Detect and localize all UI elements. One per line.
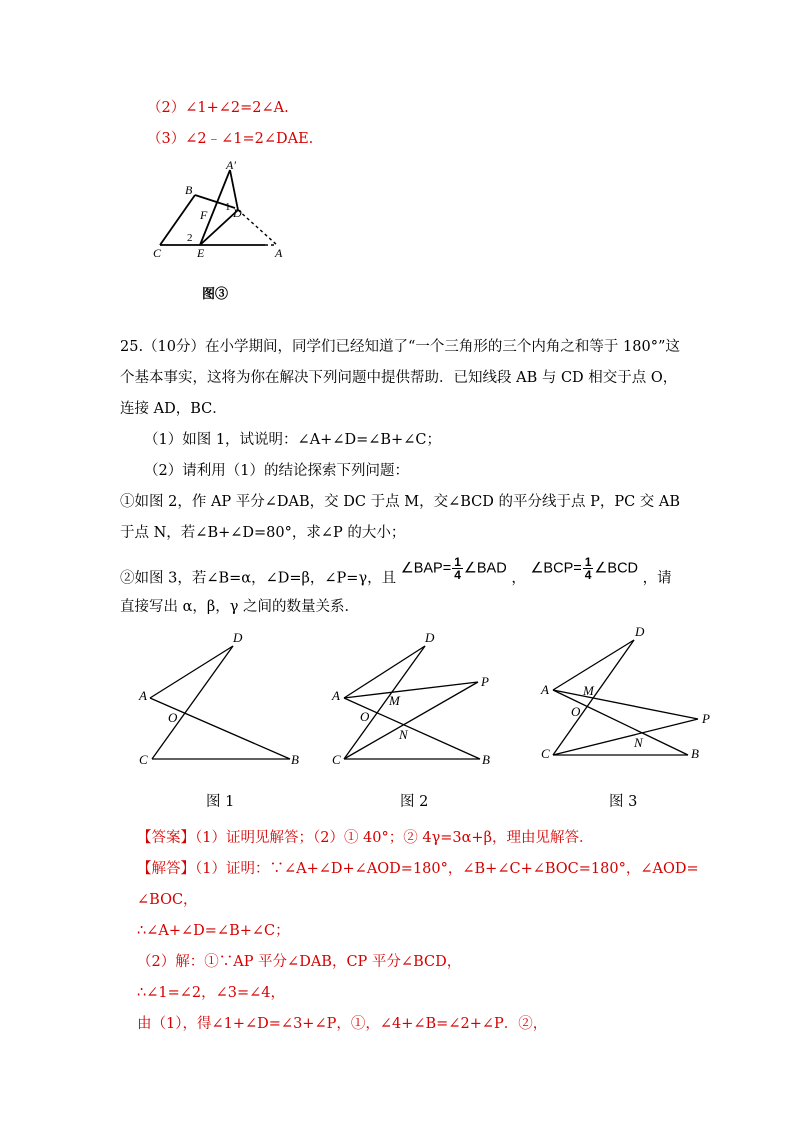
fig2-label-d: D: [425, 630, 435, 645]
question-2: （2）请利用（1）的结论探索下列问题：: [144, 463, 409, 479]
figure-1: [135, 628, 315, 768]
label-angle-2: 2: [187, 232, 193, 244]
fig3-label-n: N: [634, 735, 643, 750]
question-1: （1）如图 1，试说明：∠A+∠D=∠B+∠C；: [144, 432, 441, 448]
fig1-label-b: B: [291, 752, 299, 767]
label-b: B: [185, 183, 193, 197]
fig1-label-a: A: [139, 688, 147, 703]
answer-line-3: （3）∠2﹣∠1=2∠DAE.: [147, 131, 314, 147]
bap-formula: ∠BAP= $\frac{1}{4}$ ∠BAD: [400, 555, 507, 582]
solution-line-5: ∴∠1=∠2，∠3=∠4，: [137, 985, 286, 1001]
question-2a-line-2: 于点 N，若∠B+∠D=80°，求∠P 的大小；: [120, 525, 406, 541]
fig3-label-o: O: [571, 704, 581, 719]
label-f: F: [200, 208, 208, 222]
fig2-label-n: N: [399, 727, 408, 742]
label-angle-1: 1: [225, 201, 231, 213]
answer-line-2: （2）∠1+∠2=2∠A.: [147, 100, 289, 116]
fig1-label-o: O: [168, 710, 178, 725]
solution-line-2: ∠BOC，: [137, 892, 198, 908]
fig2-label-o: O: [360, 709, 370, 724]
solution-line-3: ∴∠A+∠D=∠B+∠C；: [137, 923, 290, 939]
fig3-label-m: M: [583, 683, 594, 698]
fraction-quarter: $\frac{1}{4}$: [454, 555, 461, 582]
label-c: C: [153, 246, 162, 260]
caption-figure-2: 图 2: [400, 794, 429, 810]
fig3-label-b: B: [691, 746, 699, 761]
caption-figure-1: 图 1: [206, 794, 235, 810]
fig2-label-m: M: [389, 693, 400, 708]
fig3-label-a: A: [541, 682, 549, 697]
label-d: D: [233, 206, 242, 220]
solution-line-1: 【解答】（1）证明：∵∠A+∠D+∠AOD=180°，∠B+∠C+∠BOC=180°，∠AOD=: [137, 861, 699, 877]
fig3-label-d: D: [635, 624, 645, 639]
question-2b-line-2: 直接写出 α，β，γ 之间的数量关系．: [120, 599, 360, 615]
fig3-label-c: C: [541, 746, 550, 761]
bcp-formula: ∠BCP= $\frac{1}{4}$ ∠BCD: [530, 555, 639, 582]
figure-2: [330, 628, 520, 768]
question-2a-line-1: ①如图 2，作 AP 平分∠DAB，交 DC 于点 M，交∠BCD 的平分线于点 P，PC 交 AB: [120, 494, 681, 510]
q2b-text: ②如图 3，若∠B=α，∠D=β，∠P=γ，且: [120, 570, 397, 587]
fig3-label-p: P: [702, 711, 710, 726]
figure-3: [538, 624, 738, 764]
problem-line-3: 连接 AD，BC．: [120, 401, 227, 417]
caption-figure-3: 图 3: [609, 794, 638, 810]
fig2-label-a: A: [332, 688, 340, 703]
label-a-prime: A′: [226, 158, 236, 172]
fig2-label-c: C: [332, 752, 341, 767]
question-2b-line-1: ②如图 3，若∠B=α，∠D=β，∠P=γ，且 ∠BAP= $\frac{1}{4}$ ∠BAD ， ∠BCP= $\frac{1}{4}$ ∠BCD ，请: [120, 555, 672, 587]
problem-header: 25.（10分）在小学期间，同学们已经知道了“一个三角形的三个内角之和等于 180°”这: [120, 339, 680, 355]
solution-line-4: （2）解：①∵AP 平分∠DAB，CP 平分∠BCD，: [137, 954, 462, 970]
label-a: A: [275, 246, 283, 260]
label-e: E: [197, 246, 205, 260]
fig2-label-p: P: [481, 674, 489, 689]
problem-line-2: 个基本事实，这将为你在解决下列问题中提供帮助．已知线段 AB 与 CD 相交于点 O，: [120, 370, 678, 386]
solution-line-6: 由（1），得∠1+∠D=∠3+∠P，①，∠4+∠B=∠2+∠P．②，: [137, 1016, 548, 1032]
fig1-label-d: D: [233, 630, 243, 645]
fraction-quarter: $\frac{1}{4}$: [584, 555, 592, 582]
fig2-label-b: B: [482, 752, 490, 767]
figure-caption-3-circled: 图③: [202, 286, 229, 301]
fold-figure: [145, 155, 325, 305]
fig1-label-c: C: [139, 752, 148, 767]
answer-summary: 【答案】（1）证明见解答；（2）① 40°；② 4γ=3α+β，理由见解答．: [137, 830, 594, 846]
